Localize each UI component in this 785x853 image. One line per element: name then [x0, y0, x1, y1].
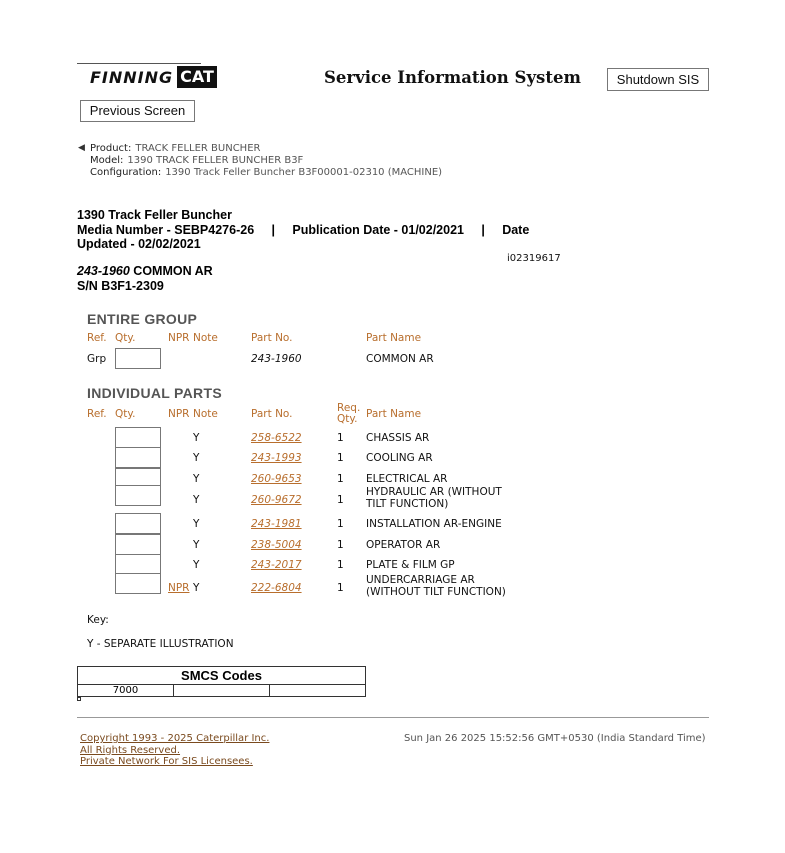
col-part-name: Part Name — [366, 332, 422, 344]
individual-parts-title: INDIVIDUAL PARTS — [87, 385, 222, 401]
col-npr: NPR — [168, 408, 190, 420]
col-npr: NPR — [168, 332, 190, 344]
part-qty-input[interactable] — [115, 485, 161, 506]
part-name — [366, 539, 440, 551]
collapse-arrow-icon[interactable]: ◀ — [78, 143, 85, 153]
document-id: i02319617 — [507, 253, 561, 264]
configuration-value: 1390 Track Feller Buncher B3F00001-02310 (MACHINE) — [165, 167, 443, 178]
part-number-link[interactable]: 222-6804 — [251, 582, 302, 594]
col-req-qty-label: Qty. — [337, 413, 358, 425]
smcs-row — [78, 684, 365, 696]
part-name — [366, 486, 502, 510]
product-label: Product: — [90, 143, 132, 154]
part-name-line1: PLATE & FILM GP — [366, 559, 455, 571]
part-number-link[interactable]: 243-1993 — [251, 452, 302, 464]
part-name-line1: ELECTRICAL AR — [366, 473, 448, 485]
part-note: Y — [193, 452, 200, 464]
model-label: Model: — [90, 155, 124, 166]
npr-link[interactable]: NPR — [168, 582, 190, 594]
smcs-code — [270, 685, 365, 696]
part-heading — [77, 264, 213, 293]
part-name-line1: UNDERCARRIAGE AR — [366, 574, 475, 586]
resize-handle-icon — [77, 697, 81, 701]
col-part-name: Part Name — [366, 408, 422, 420]
part-name-line2: (WITHOUT TILT FUNCTION) — [366, 586, 506, 598]
part-number: 243-1960 — [77, 264, 130, 278]
smcs-title: SMCS Codes — [181, 668, 262, 683]
part-name — [366, 432, 429, 444]
col-ref: Ref. — [87, 408, 107, 420]
part-note: Y — [193, 494, 200, 506]
group-part-no: 243-1960 — [251, 353, 302, 365]
col-qty: Qty. — [115, 332, 136, 344]
col-ref: Ref. — [87, 332, 107, 344]
part-name — [366, 559, 455, 571]
part-name-line1: CHASSIS AR — [366, 432, 430, 444]
part-qty-input[interactable] — [115, 534, 161, 555]
document-header — [77, 208, 529, 252]
part-req-qty: 1 — [337, 432, 344, 444]
group-qty-input[interactable] — [115, 348, 161, 369]
part-req-qty: 1 — [337, 539, 344, 551]
part-note: Y — [193, 518, 200, 530]
part-note: Y — [193, 559, 200, 571]
part-number-link[interactable]: 243-1981 — [251, 518, 302, 530]
rights-link[interactable]: All Rights Reserved. — [80, 744, 181, 756]
doc-updated-line: Updated - 02/02/2021 — [77, 237, 201, 251]
part-req-qty: 1 — [337, 494, 344, 506]
part-note: Y — [193, 473, 200, 485]
col-part-no: Part No. — [251, 332, 293, 344]
part-name — [366, 574, 506, 598]
copyright-link[interactable]: Copyright 1993 - 2025 Caterpillar Inc. — [80, 733, 270, 744]
group-part-name: COMMON AR — [366, 353, 434, 365]
part-number-link[interactable]: 260-9672 — [251, 494, 302, 506]
doc-title: 1390 Track Feller Buncher — [77, 208, 232, 222]
part-name-line2: TILT FUNCTION) — [366, 498, 449, 510]
part-note: Y — [193, 432, 200, 444]
serial-number: S/N B3F1-2309 — [77, 278, 164, 293]
part-qty-input[interactable] — [115, 573, 161, 594]
smcs-code — [174, 685, 270, 696]
part-name: COMMON AR — [129, 264, 213, 278]
part-note: Y — [193, 582, 200, 594]
part-name-line1: HYDRAULIC AR (WITHOUT — [366, 486, 502, 498]
cat-logo-badge: CAT — [177, 66, 217, 88]
part-number-link[interactable]: 260-9653 — [251, 473, 302, 485]
doc-media-line: Media Number - SEBP4276-26 | Publication Date - 01/02/2021 | Date — [77, 222, 530, 237]
footer-divider — [77, 717, 709, 718]
footer-timestamp: Sun Jan 26 2025 15:52:56 GMT+0530 (India Standard Time) — [404, 733, 706, 744]
part-name-line1: COOLING AR — [366, 452, 433, 464]
key-entry: Y - SEPARATE ILLUSTRATION — [87, 638, 234, 650]
part-note: Y — [193, 539, 200, 551]
part-number-link[interactable]: 243-2017 — [251, 559, 302, 571]
part-name-line1: OPERATOR AR — [366, 539, 441, 551]
part-qty-input[interactable] — [115, 554, 161, 575]
part-number-link[interactable]: 258-6522 — [251, 432, 302, 444]
group-ref: Grp — [87, 353, 107, 365]
part-req-qty: 1 — [337, 452, 344, 464]
page-title: Service Information System — [324, 68, 581, 87]
part-number-link[interactable]: 238-5004 — [251, 539, 302, 551]
part-req-qty: 1 — [337, 559, 344, 571]
part-name — [366, 518, 502, 530]
part-req-qty: 1 — [337, 518, 344, 530]
part-qty-input[interactable] — [115, 427, 161, 448]
header-divider — [77, 63, 201, 64]
entire-group-title: ENTIRE GROUP — [87, 311, 198, 327]
part-name — [366, 452, 433, 464]
key-label: Key: — [87, 614, 109, 626]
smcs-code: 7000 — [78, 685, 174, 696]
network-link[interactable]: Private Network For SIS Licensees. — [80, 756, 253, 767]
product-info — [90, 143, 442, 179]
footer-links — [80, 733, 269, 768]
col-req-label: Req. — [337, 402, 361, 414]
previous-screen-button[interactable]: Previous Screen — [80, 100, 195, 122]
part-req-qty: 1 — [337, 582, 344, 594]
shutdown-sis-button[interactable]: Shutdown SIS — [607, 68, 709, 91]
col-part-no: Part No. — [251, 408, 293, 420]
finning-logo-text: FINNING — [90, 67, 174, 87]
configuration-label: Configuration: — [90, 167, 162, 178]
col-note: Note — [193, 332, 218, 344]
part-qty-input[interactable] — [115, 447, 161, 468]
part-name-line1: INSTALLATION AR-ENGINE — [366, 518, 502, 530]
product-value: TRACK FELLER BUNCHER — [135, 143, 261, 154]
model-value: 1390 TRACK FELLER BUNCHER B3F — [127, 155, 304, 166]
smcs-codes-table — [77, 666, 366, 697]
part-qty-input[interactable] — [115, 513, 161, 534]
col-qty: Qty. — [115, 408, 136, 420]
col-note: Note — [193, 408, 218, 420]
finning-cat-logo — [90, 66, 217, 88]
col-req-qty — [337, 403, 360, 425]
part-name — [366, 473, 447, 485]
part-req-qty: 1 — [337, 473, 344, 485]
